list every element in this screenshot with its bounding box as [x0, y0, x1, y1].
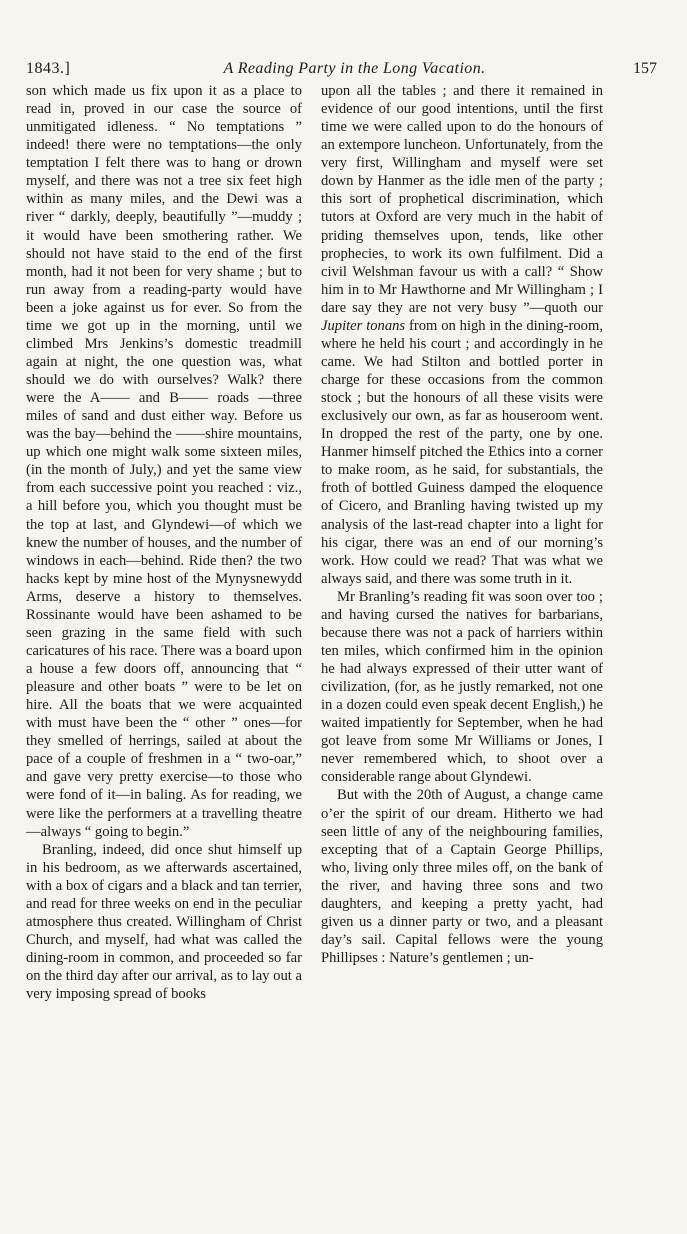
header-year: 1843.] [26, 60, 71, 77]
paragraph: But with the 20th of August, a change came o’er the spirit of our dream. Hitherto we had seen little of any of the neighbouring families, excepting that of a Captain George Phillips, who, living only three miles off, on the bank of the river, and having three sons and two daughters, and keeping a pretty yacht, had given us a dinner party or two, and a pleasant day’s sail. Capital fellows were the young Phillipses : Nature’s gentlemen ; un- [321, 787, 603, 966]
header-title: A Reading Party in the Long Vacation. [223, 60, 486, 77]
paragraph-text: from on high in the dining-room, where he held his court ; and accordingly in he came. We had Stilton and bottled porter in charge for these occasions from the common stock ; but the honours of all these visits were exclusively our own, as far as houseroom went. In dropped the rest of the party, one by one. Hanmer himself pitched the Ethics into a corner to make room, as he said, for substantials, the froth of bottled Guiness damped the eloquence of Cicero, and Branling having twisted up my analysis of the last-read chapter into a light for his cigar, there was an end of our morning’s work. How could we read? That was what we always said, and there was some truth in it. [321, 317, 603, 587]
right-column [321, 82, 603, 967]
running-header [26, 60, 657, 82]
paragraph-text: upon all the tables ; and there it remained in evidence of our good intentions, until the first time we were called upon to do the honours of an extempore luncheon. Unfortunately, from the very first, Willingham and myself were set down by Hanmer as the idle men of the party ; this sort of prophetical discrimination, which tutors at Oxford are very much in the habit of priding themselves upon, tends, like other prophecies, to work its own fulfilment. Did a civil Welshman favour us with a call? “ Show him in to Mr Hawthorne and Mr Willingham ; I dare say they are not very busy ”—quoth our [321, 83, 603, 316]
italic-phrase: Jupiter tonans [321, 317, 406, 334]
paragraph [321, 82, 603, 588]
left-column [26, 82, 302, 1003]
page-number: 157 [633, 60, 657, 77]
paragraph: son which made us fix upon it as a place to read in, proved in our case the source of unmitigated idleness. “ No temptations ” indeed! there were no temptations—the only temptation I felt there was to hang or drown myself, and there was not a tree six feet high within as many miles, and the Dewi was a river “ darkly, deeply, beautifully ”—muddy ; it would have been smothering rather. We should not have staid to the end of the first month, had it not been for very shame ; but to run away from a reading-party would have been a joke against us for ever. So from the time we got up in the morning, until we climbed Mrs Jenkins’s domestic treadmill again at night, the one question was, what should we do with ourselves? Walk? there were the A—— and B—— roads —three miles of sand and dust either way. Before us was the bay—behind the ——shire mountains, up which one might walk some sixteen miles, (in the month of July,) and yet the same view from each successive point you reached : viz., a hill before you, which you thought must be the top at last, and Glyndewi—of which we knew the number of houses, and the number of windows in each—behind. Ride then? the two hacks kept by mine host of the Mynysnewydd Arms, deserve a history to themselves. Rossinante would have been ashamed to be seen grazing in the same field with such caricatures of his race. There was a board upon a house a few doors off, announcing that “ pleasure and other boats ” were to be let on hire. All the boats that we were acquainted with must have been the “ other ” ones—for they smelled of herrings, sailed at about the pace of a couple of freshmen in a “ two-oar,” and gave very pretty exercise—to those who were fond of it—in baling. As for reading, we were like the performers at a travelling theatre—always “ going to begin.” [26, 83, 302, 840]
paragraph: Branling, indeed, did once shut himself up in his bedroom, as we afterwards ascertained, with a box of cigars and a black and tan terrier, and read for three weeks on end in the peculiar atmosphere thus created. Willingham of Christ Church, and myself, had what was called the dining-room in common, and proceeded so far on the third day after our arrival, as to lay out a very imposing spread of books [26, 841, 302, 1003]
paragraph: Mr Branling’s reading fit was soon over too ; and having cursed the natives for barbarians, because there was not a pack of harriers within ten miles, which confirmed him in the opinion he had always expressed of their utter want of civilization, (for, as he justly remarked, not one in a dozen could even speak decent English,) he waited impatiently for September, when he had got leave from some Mr Williams or Jones, I never remembered which, to shoot over a considerable range about Glyndewi. [321, 588, 603, 786]
